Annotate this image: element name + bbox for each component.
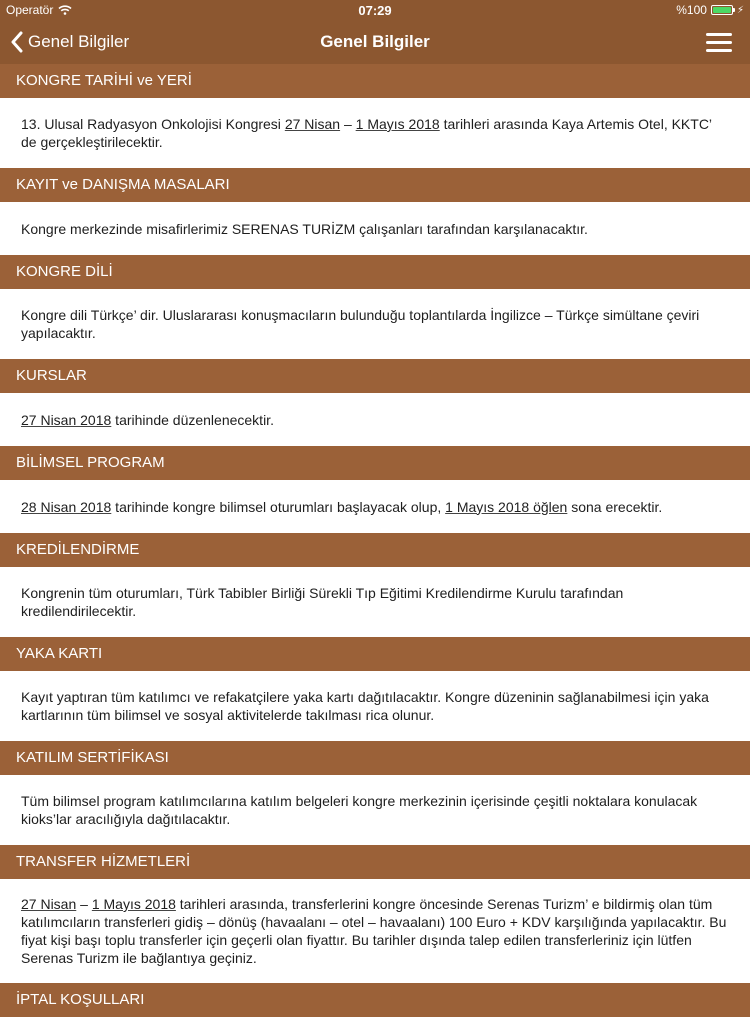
section-header-kongre-tarihi: KONGRE TARİHİ ve YERİ xyxy=(0,64,750,98)
section-text: 28 Nisan 2018 tarihinde kongre bilimsel oturumları başlayacak olup, 1 Mayıs 2018 öğlen sona erecektir. xyxy=(21,498,663,515)
section-body-kredilendirme xyxy=(0,567,750,637)
section-body-bilimsel-program xyxy=(0,480,750,533)
date-link[interactable]: 1 Mayıs 2018 xyxy=(91,896,176,912)
section-header-kayit: KAYIT ve DANIŞMA MASALARI xyxy=(0,168,750,202)
section-header-kongre-dili: KONGRE DİLİ xyxy=(0,255,750,289)
section-text: 27 Nisan 2018 tarihinde düzenlenecektir. xyxy=(21,411,274,428)
info-list xyxy=(0,64,750,1017)
section-header-kurslar: KURSLAR xyxy=(0,359,750,393)
chevron-left-icon xyxy=(10,31,24,53)
date-link[interactable]: 27 Nisan 2018 xyxy=(21,411,112,428)
section-text: Kongrenin tüm oturumları, Türk Tabibler Birliği Sürekli Tıp Eğitimi Kredilendirme Kurulu tarafından kredilendirilecektir. xyxy=(21,585,624,619)
navigation-bar xyxy=(0,20,750,64)
charging-icon: ⚡ xyxy=(736,4,744,16)
date-link[interactable]: 1 Mayıs 2018 öğlen xyxy=(445,498,568,515)
section-body-yaka-karti xyxy=(0,671,750,741)
section-body-transfer xyxy=(0,879,750,983)
section-text: 13. Ulusal Radyasyon Onkolojisi Kongresi 27 Nisan – 1 Mayıs 2018 tarihleri arasında Kaya Artemis Otel, KKTC’ de gerçekleştirilecektir. xyxy=(21,116,712,150)
section-body-kongre-tarihi xyxy=(0,98,750,168)
section-text: Tüm bilimsel program katılımcılarına katılım belgeleri kongre merkezinin içerisinde çeşitli noktalara konulacak kioks’lar aracılığıyla dağıtılacaktır. xyxy=(21,793,698,827)
battery-percent: %100 xyxy=(676,3,707,17)
section-body-kurslar xyxy=(0,393,750,446)
date-link[interactable]: 28 Nisan 2018 xyxy=(21,498,112,515)
section-body-kongre-dili xyxy=(0,289,750,359)
page-title: Genel Bilgiler xyxy=(320,32,430,51)
section-body-kayit xyxy=(0,202,750,255)
section-header-iptal: İPTAL KOŞULLARI xyxy=(0,983,750,1017)
section-header-yaka-karti: YAKA KARTI xyxy=(0,637,750,671)
date-link[interactable]: 27 Nisan xyxy=(21,896,77,912)
section-text: Kongre merkezinde misafirlerimiz SERENAS TURİZM çalışanları tarafından karşılanacaktır. xyxy=(21,220,588,237)
battery-icon xyxy=(711,5,733,15)
back-button-label: Genel Bilgiler xyxy=(28,32,130,51)
section-header-transfer: TRANSFER HİZMETLERİ xyxy=(0,845,750,879)
section-body-katilim-sertifikasi xyxy=(0,775,750,845)
clock: 07:29 xyxy=(358,3,392,18)
section-text: Kayıt yaptıran tüm katılımcı ve refakatçilere yaka kartı dağıtılacaktır. Kongre düzeninin sağlanabilmesi için yaka kartlarının tüm bilimsel ve sosyal aktivitelerde takılması rica olunur. xyxy=(21,689,709,723)
battery-group xyxy=(676,3,744,17)
hamburger-menu-icon[interactable] xyxy=(706,29,732,55)
date-link[interactable]: 27 Nisan xyxy=(284,116,341,132)
section-header-katilim-sertifikasi: KATILIM SERTİFİKASI xyxy=(0,741,750,775)
back-button[interactable] xyxy=(10,20,129,64)
date-link[interactable]: 1 Mayıs 2018 xyxy=(355,116,440,132)
section-text: Kongre dili Türkçe’ dir. Uluslararası konuşmacıların bulunduğu toplantılarda İngilizce – Türkçe simültane çeviri yapılacaktır. xyxy=(21,307,700,341)
carrier-label: Operatör xyxy=(6,3,54,17)
section-header-bilimsel-program: BİLİMSEL PROGRAM xyxy=(0,446,750,480)
section-header-kredilendirme: KREDİLENDİRME xyxy=(0,533,750,567)
section-text: 27 Nisan – 1 Mayıs 2018 tarihleri arasında, transferlerini kongre öncesinde Serenas Turizm’ e bildirmiş olan tüm katılımcıların transferleri gidiş – dönüş (havaalanı – otel – havaalanı) 100 Euro + KDV karşılığında yapılacaktır. Bu fiyat kişi başı toplu transferler için geçerli olan fiyattır. Bu tarihler dışında talep edilen transferleriniz için lütfen Serenas Turizm ile bağlantıya geçiniz. xyxy=(21,896,727,966)
status-bar xyxy=(0,0,750,20)
